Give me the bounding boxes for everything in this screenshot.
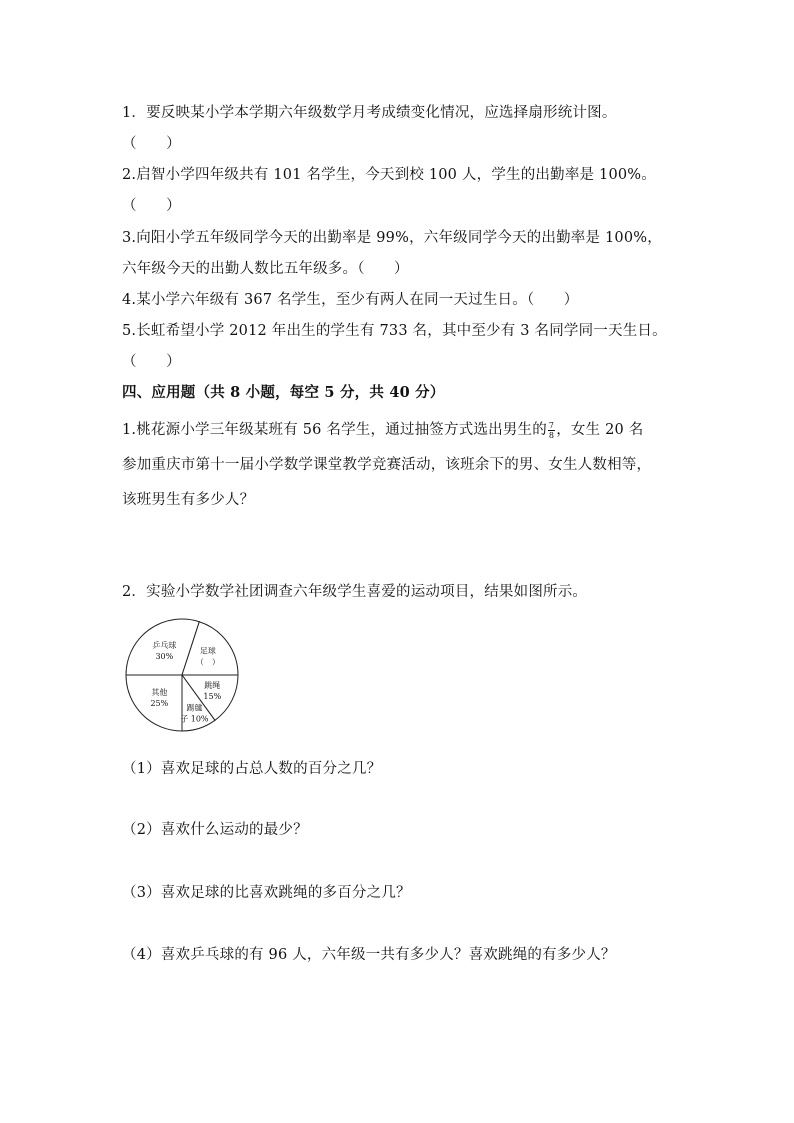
judgement-item-1: 1．要反映某小学本学期六年级数学月考成绩变化情况，应选择扇形统计图。 — [122, 105, 617, 121]
pie-label-rope-name: 跳绳 — [204, 680, 221, 690]
question-1-line-2: 参加重庆市第十一届小学数学课堂教学竞赛活动，该班余下的男、女生人数相等， — [122, 457, 652, 473]
sub-question-3: （3）喜欢足球的比喜欢跳绳的多百分之几？ — [122, 885, 411, 901]
fraction — [548, 421, 555, 440]
pie-label-football-value: （ ） — [195, 657, 220, 667]
question-1-line-3: 该班男生有多少人？ — [122, 492, 255, 508]
judgement-item-1-blank: （ ） — [122, 136, 181, 152]
pie-label-pingpong-name: 乒乓球 — [152, 641, 177, 651]
sub-question-4: （4）喜欢乒乓球的有 96 人，六年级一共有多少人？喜欢跳绳的有多少人？ — [122, 947, 616, 963]
pie-label-shuttlecock-name: 踢毽 — [186, 703, 203, 713]
pie-label-pingpong-value: 30% — [155, 652, 174, 662]
section-heading: 四、应用题（共 8 小题，每空 5 分，共 40 分） — [122, 384, 445, 401]
sub-question-1: （1）喜欢足球的占总人数的百分之几？ — [122, 761, 382, 777]
question-1-text-a: 1.桃花源小学三年级某班有 56 名学生，通过抽签方式选出男生的 — [122, 422, 547, 438]
judgement-item-5: 5.长虹希望小学 2012 年出生的学生有 733 名，其中至少有 3 名同学同一天生日。 — [122, 323, 667, 339]
question-1-text-b: ，女生 20 名 — [556, 422, 644, 438]
judgement-item-2: 2.启智小学四年级共有 101 名学生，今天到校 100 人，学生的出勤率是 100%。 — [122, 167, 656, 183]
judgement-item-2-blank: （ ） — [122, 198, 181, 214]
pie-label-shuttlecock-value: 子 10% — [180, 714, 209, 724]
pie-label-rope-value: 15% — [203, 691, 222, 701]
fraction-denominator: 8 — [548, 430, 555, 440]
sub-question-2: （2）喜欢什么运动的最少？ — [122, 822, 308, 838]
pie-label-other-name: 其他 — [151, 688, 168, 698]
pie-label-football-name: 足球 — [199, 646, 216, 656]
fraction-numerator: 7 — [548, 420, 555, 430]
judgement-item-3-cont: 六年级今天的出勤人数比五年级多。（ ） — [122, 261, 409, 277]
judgement-item-3: 3.向阳小学五年级同学今天的出勤率是 99%，六年级同学今天的出勤率是 100%， — [122, 230, 662, 246]
question-1-line-1 — [122, 420, 643, 440]
pie-chart — [118, 618, 248, 738]
pie-label-other-value: 25% — [150, 699, 169, 709]
question-2-intro: 2．实验小学数学社团调查六年级学生喜爱的运动项目，结果如图所示。 — [122, 584, 588, 600]
judgement-item-5-blank: （ ） — [122, 354, 181, 370]
judgement-item-4: 4.某小学六年级有 367 名学生，至少有两人在同一天过生日。（ ） — [122, 292, 579, 308]
